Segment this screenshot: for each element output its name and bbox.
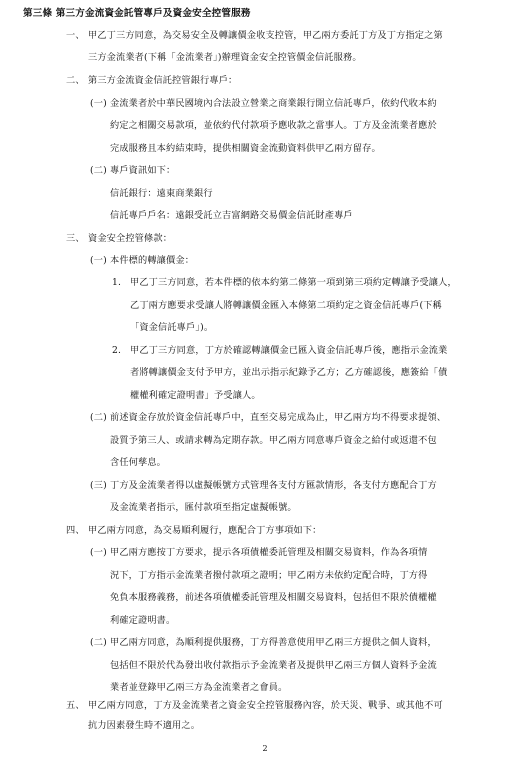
section-2-para-2-text: 專戶資訊如下： [110,165,176,176]
section-2-number: 二、 [66,75,85,86]
section-4-para-2-number: (二) [90,637,107,648]
section-3-heading: 資金安全控管條款： [88,233,173,244]
section-3-para-2-line-1: 前述資金存放於資金信託專戶中，直至交易完成為止，甲乙兩方均不得要求提領、 [110,412,447,423]
trust-bank: 信託銀行：遠東商業銀行 [110,188,213,199]
section-2-heading: 第三方金流資金信託控管銀行專戶： [88,75,238,86]
section-4-para-2-line-3: 業者並登錄甲乙兩三方為金流業者之會員。 [110,682,288,693]
section-2-para-1-number: (一) [90,98,107,109]
section-3-para-3-line-1: 丁方及金流業者得以虛擬帳號方式管理各支付方匯款情形，各支付方應配合丁方 [110,480,437,491]
section-3-para-1-text: 本件標的轉讓價金： [110,255,195,266]
item-1-number: 1. [112,277,122,288]
section-2-para-1-line-3: 完成服務且本約結束時，提供相關資金流動資料供甲乙兩方留存。 [110,143,381,154]
section-2-para-1-line-1: 金流業者於中華民國境內合法設立營業之商業銀行開立信託專戶，依約代收本約 [110,98,437,109]
article-title: 第三條 第三方金流資金託管專戶及資金安全控管服務 [23,8,251,19]
section-1-line-2: 三方金流業者(下稱「金流業者」)辦理資金安全控管價金信託服務。 [88,52,362,63]
section-3-para-2-line-3: 含任何孳息。 [110,457,167,468]
section-4-number: 四、 [66,525,85,536]
section-3-para-2-line-2: 設質予第三人、或請求轉為定期存款。甲乙兩方同意專戶資金之給付或返還不包 [110,435,437,446]
section-3-number: 三、 [66,233,85,244]
section-4-heading: 甲乙兩方同意，為交易順利履行，應配合丁方事項如下： [88,525,322,536]
section-4-para-1-line-3: 免負本服務義務，前述各項債權委託管理及相關交易資料，包括但不限於債權權 [110,592,437,603]
section-5-number: 五、 [66,700,85,711]
section-4-para-1-line-1: 甲乙兩方應按丁方要求，提示各項債權委託管理及相關交易資料，作為各項情 [110,547,428,558]
section-3-para-3-line-2: 及金流業者指示，匯付款項至指定虛擬帳號。 [110,502,297,513]
section-2-para-2-number: (二) [90,165,107,176]
section-3-para-1-number: (一) [90,255,107,266]
item-1-line-2: 乙丁兩方應要求受讓人將轉讓價金匯入本條第二項約定之資金信託專戶(下稱 [130,300,442,311]
section-5-line-2: 抗力因素發生時不適用之。 [88,720,201,731]
section-3-para-2-number: (二) [90,412,107,423]
section-5-line-1: 甲乙兩方同意，丁方及金流業者之資金安全控管服務內容，於天災、戰爭、或其他不可 [88,700,443,711]
section-4-para-2-line-2: 包括但不限於代為發出收付款指示予金流業者及提供甲乙兩三方個人資料予金流 [110,660,437,671]
section-4-para-2-line-1: 甲乙兩方同意，為順利提供服務，丁方得善意使用甲乙兩三方提供之個人資料， [110,637,437,648]
item-2-line-3: 權權利確定證明書」予受讓人。 [130,390,261,401]
section-3-para-3-number: (三) [90,480,107,491]
item-2-line-2: 者將轉讓價金支付予甲方，並出示指示紀錄予乙方；乙方確認後，應簽給「債 [130,367,448,378]
section-4-para-1-line-2: 況下，丁方指示金流業者撥付款項之證明；甲乙兩方未依約定配合時，丁方得 [110,570,428,581]
item-2-line-1: 甲乙丁三方同意，丁方於確認轉讓價金已匯入資金信託專戶後，應指示金流業 [130,345,448,356]
section-1-line-1: 甲乙丁三方同意，為交易安全及轉讓價金收支控管，甲乙兩方委託丁方及丁方指定之第 [88,30,443,41]
section-1-number: 一、 [66,30,85,41]
section-2-para-1-line-2: 約定之相關交易款項，並依約代付款項予應收款之當事人。丁方及金流業者應於 [110,120,437,131]
section-4-para-1-number: (一) [90,547,107,558]
item-1-line-1: 甲乙丁三方同意，若本件標的依本約第二條第一項到第三項約定轉讓予受讓人， [130,277,457,288]
item-1-line-3: 「資金信託專戶」)。 [130,322,214,333]
trust-account-name: 信託專戶戶名：遠銀受託立吉富網路交易價金信託財產專戶 [110,210,353,221]
page-number: 2 [262,744,268,753]
item-2-number: 2. [112,345,122,356]
section-4-para-1-line-4: 利確定證明書。 [110,615,176,626]
